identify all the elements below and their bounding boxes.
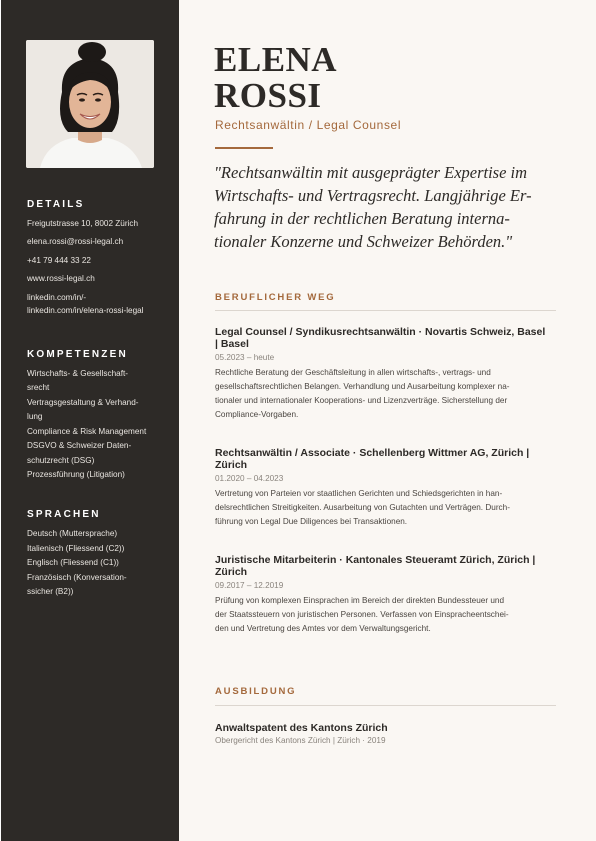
quote-line: Wirtschafts- und Vertragsrecht. Langjährige Er- (214, 186, 532, 205)
language-line: Italienisch (Fliessend (C2)) (27, 544, 125, 553)
job-description-line: Prüfung von komplexen Einsprachen im Bereich der direkten Bundessteuer und (215, 596, 505, 605)
contact-linkedin-1[interactable]: linkedin.com/in/- (27, 293, 87, 302)
job-description-line: den und Vertretung des Amtes vor dem Verwaltungsgericht. (215, 624, 431, 633)
job-entry (215, 555, 560, 636)
job-description-line: führung von Legal Due Diligences bei Transaktionen. (215, 517, 408, 526)
quote-line: tionaler Konzerne und Schweizer Behörden." (214, 232, 513, 251)
experience-divider (215, 310, 556, 311)
contact-website[interactable]: www.rossi-legal.ch (27, 274, 95, 283)
job-title-line: Juristische Mitarbeiterin · Kantonales Steueramt Zürich, Zürich | (215, 554, 536, 566)
education-entry (215, 722, 388, 747)
contact-address: Freigutstrasse 10, 8002 Zürich (27, 219, 139, 228)
name-last: ROSSI (214, 76, 322, 115)
job-title-line: Rechtsanwältin / Associate · Schellenberg Wittmer AG, Zürich | (215, 447, 530, 459)
languages-heading: SPRACHEN (27, 509, 101, 520)
skills-heading: KOMPETENZEN (27, 349, 128, 360)
education-heading: AUSBILDUNG (215, 686, 297, 697)
job-date: 01.2020 – 04.2023 (215, 474, 284, 483)
main-content (179, 0, 596, 841)
skill-line: schutzrecht (DSG) (27, 456, 95, 465)
contact-email[interactable]: elena.rossi@rossi-legal.ch (27, 237, 124, 246)
contact-phone[interactable]: +41 79 444 33 22 (27, 256, 91, 265)
details-heading: DETAILS (27, 199, 85, 210)
education-divider (215, 705, 556, 706)
job-description-line: tionaler und internationaler Kooperations- und Lizenzverträge. Sicherstellung der (215, 396, 508, 405)
education-title: Anwaltspatent des Kantons Zürich (215, 722, 388, 734)
language-line: Französisch (Konversation- (27, 573, 127, 582)
job-description-line: gesellschaftsrechtlichen Belangen. Verhandlung und Ausarbeitung komplexer na- (215, 382, 510, 391)
job-description-line: der Staatssteuern von juristischen Personen. Verfassen von Einspracheentschei- (215, 610, 509, 619)
job-title (215, 555, 560, 578)
language-line: Deutsch (Muttersprache) (27, 529, 118, 538)
language-line: Englisch (Fliessend (C1)) (27, 558, 119, 567)
job-date: 09.2017 – 12.2019 (215, 581, 284, 590)
job-entry (215, 448, 560, 529)
job-description (215, 487, 560, 529)
profile-quote (214, 161, 564, 253)
sidebar (1, 0, 179, 841)
job-description-line: Vertretung von Parteien vor staatlichen Gerichten und Schiedsgerichten in han- (215, 489, 503, 498)
job-title-line: Legal Counsel / Syndikusrechtsanwältin · Novartis Schweiz, Basel (215, 326, 546, 338)
job-title-line: Zürich (215, 458, 248, 471)
skill-line: Vertragsgestaltung & Verhand- (27, 398, 139, 407)
job-role: Rechtsanwältin / Legal Counsel (215, 118, 402, 132)
skill-line: DSGVO & Schweizer Daten- (27, 441, 132, 450)
job-title-line: | Basel (215, 337, 249, 350)
skill-line: srecht (27, 383, 50, 392)
job-title (215, 448, 560, 471)
profile-photo (26, 40, 154, 168)
education-subtitle: Obergericht des Kantons Zürich | Zürich · 2019 (215, 736, 386, 745)
experience-heading: BERUFLICHER WEG (215, 292, 336, 303)
job-description-line: Compliance-Vorgaben. (215, 410, 299, 419)
accent-divider (215, 147, 273, 149)
name-first: ELENA (214, 40, 338, 79)
skill-line: Wirtschafts- & Gesellschaft- (27, 369, 129, 378)
job-description-line: Rechtliche Beratung der Geschäftsleitung in allen wirtschafts-, vertrags- und (215, 368, 491, 377)
job-description (215, 366, 560, 422)
person-name (214, 42, 337, 114)
quote-line: "Rechtsanwältin mit ausgeprägter Expertise im (214, 163, 528, 182)
contact-linkedin-2[interactable]: linkedin.com/in/elena-rossi-legal (27, 306, 144, 315)
skill-line: Prozessführung (Litigation) (27, 470, 125, 479)
language-line: ssicher (B2)) (27, 587, 74, 596)
job-description (215, 594, 560, 636)
job-date: 05.2023 – heute (215, 353, 275, 362)
job-title (215, 327, 560, 350)
job-description-line: delsrechtlichen Streitigkeiten. Ausarbeitung von Gutachten und Verträgen. Durch- (215, 503, 510, 512)
skill-line: lung (27, 412, 43, 421)
skill-line: Compliance & Risk Management (27, 427, 147, 436)
job-entry (215, 327, 560, 422)
job-title-line: Zürich (215, 565, 248, 578)
quote-line: fahrung in der rechtlichen Beratung interna- (214, 209, 510, 228)
